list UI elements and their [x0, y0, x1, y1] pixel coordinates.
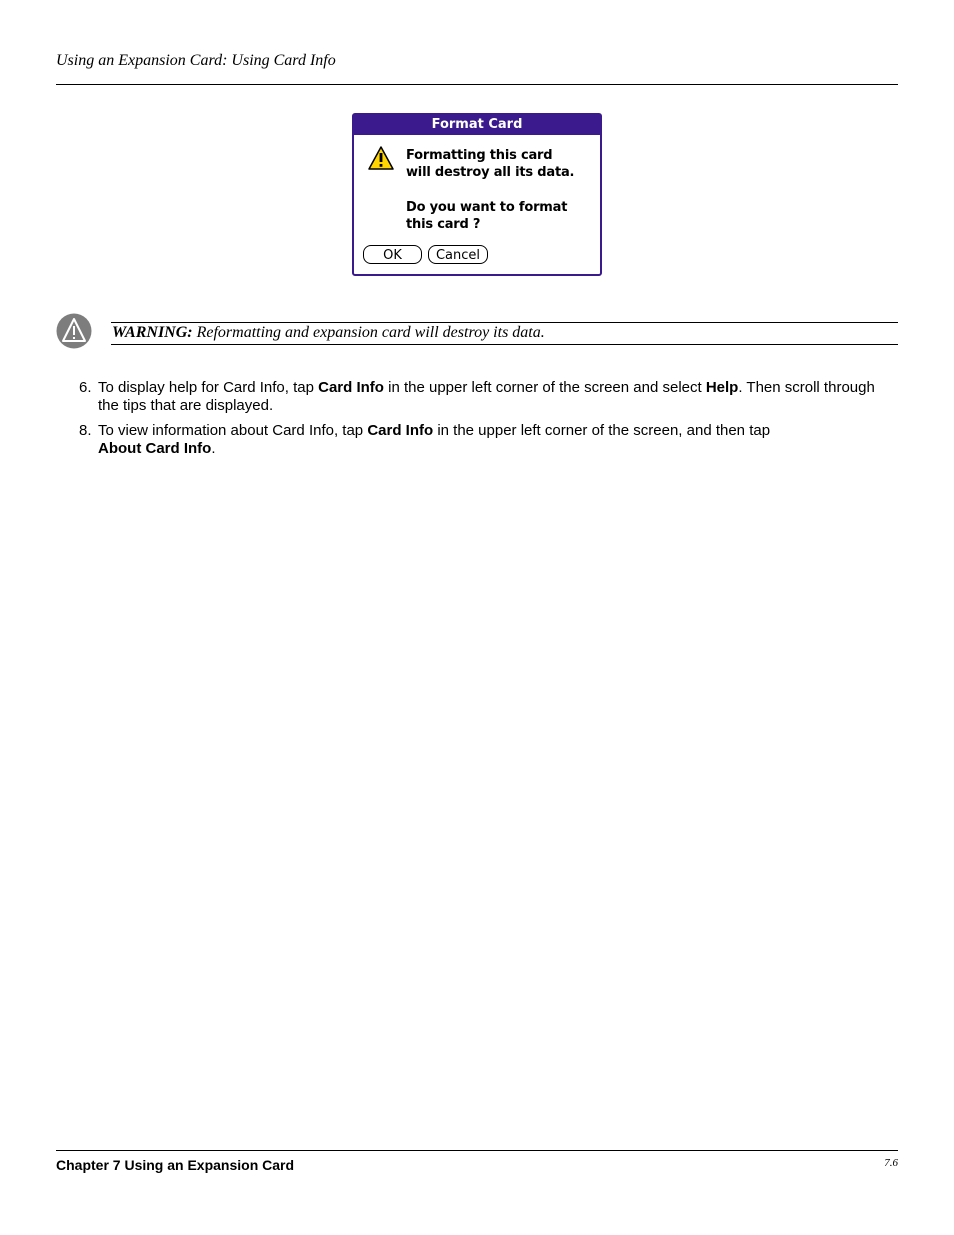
header-divider	[56, 84, 898, 85]
step-text: in the upper left corner of the screen, and then tap	[433, 422, 771, 439]
dialog-question	[406, 199, 596, 233]
dialog-message-line1: Formatting this card	[406, 148, 553, 163]
step-bold-help: Help	[705, 379, 739, 396]
dialog-message	[406, 147, 596, 181]
dialog-question-line1: Do you want to format	[406, 200, 568, 215]
footer-divider	[56, 1150, 898, 1151]
warning-text: Reformatting and expansion card will destroy its data.	[192, 324, 545, 341]
page-header-title: Using an Expansion Card: Using Card Info	[56, 52, 336, 69]
step-number: 8.	[79, 422, 92, 439]
warning-triangle-icon	[368, 146, 394, 170]
format-card-dialog	[352, 113, 602, 276]
list-item	[79, 379, 879, 415]
step-text: . Then scroll through the tips that are displayed.	[98, 379, 875, 414]
warning-icon	[56, 313, 92, 349]
step-text: in the upper left corner of the screen and select	[383, 379, 706, 396]
dialog-title: Format Card	[354, 115, 600, 135]
warning-rule-bottom	[111, 344, 898, 345]
step-bold-about-card-info: About Card Info	[98, 440, 212, 457]
list-item	[79, 422, 879, 458]
step-text: To view information about Card Info, tap	[98, 422, 368, 439]
warning-label: WARNING:	[112, 324, 193, 341]
step-number: 6.	[79, 379, 92, 396]
cancel-button[interactable]: Cancel	[428, 245, 488, 264]
step-bold-card-info: Card Info	[367, 422, 434, 439]
ok-button[interactable]: OK	[363, 245, 422, 264]
step-bold-card-info: Card Info	[318, 379, 384, 396]
footer-chapter: Chapter 7 Using an Expansion Card	[56, 1157, 295, 1173]
dialog-message-line2: will destroy all its data.	[406, 165, 575, 180]
step-text: To display help for Card Info, tap	[98, 379, 319, 396]
step-text: .	[211, 440, 216, 457]
warning-note	[112, 323, 545, 343]
page-number: 7.6	[884, 1157, 898, 1169]
dialog-question-line2: this card ?	[406, 217, 481, 232]
